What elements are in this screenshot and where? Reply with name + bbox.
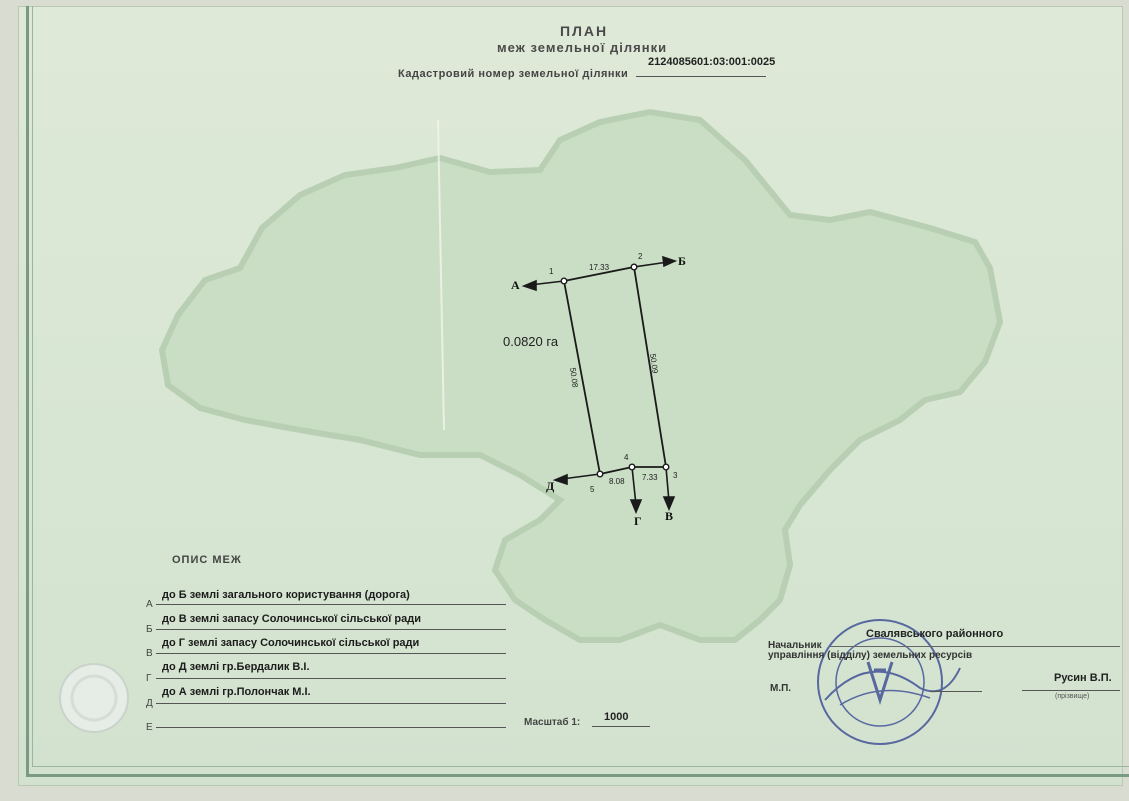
boundary-row-line [156,604,506,605]
boundary-row-line [156,629,506,630]
chief-label: Начальник [768,640,822,651]
boundary-row-line [156,678,506,679]
cadastral-number-label: Кадастровий номер земельної ділянки [398,68,629,80]
boundary-row-letter: Д [146,698,153,709]
point-label-3: 3 [673,471,678,480]
point-label-2: 2 [638,252,643,261]
length-bottom-left: 8.08 [609,477,625,486]
direction-label-a: А [511,278,520,292]
signatory-underline [1022,690,1120,691]
signature-underline [930,691,982,692]
boundary-row-letter: В [146,648,153,659]
chief-office-label: управління (відділу) земельних ресурсів [768,650,973,661]
direction-label-v: В [665,509,674,523]
length-top: 17.33 [589,263,610,272]
boundary-row-text: до Г землі запасу Солочинської сільської ради [162,637,420,649]
boundary-row-letter: Б [146,624,153,635]
point-label-1: 1 [549,267,554,276]
chief-office-value: Свалявського районного [866,628,1004,640]
direction-label-d: Д [546,479,555,493]
signatory-name: Русин В.П. [1054,672,1112,684]
chief-underline [830,646,1120,647]
document-title: ПЛАН [560,23,609,39]
signatory-caption: (прізвище) [1055,693,1090,700]
cadastral-underline [636,76,766,77]
boundary-row-line [156,703,506,704]
boundary-row-line [156,727,506,728]
boundary-row-text: до В землі запасу Солочинської сільської ради [162,613,421,625]
boundary-row-text: до А землі гр.Полончак М.І. [162,686,311,698]
length-right: 50.09 [648,353,660,375]
direction-label-g: Г [634,514,642,528]
boundary-row-letter: А [146,599,153,610]
point-label-5: 5 [590,485,595,494]
seal-label: М.П. [770,683,792,694]
boundaries-heading: ОПИС МЕЖ [172,554,242,566]
scale-value: 1000 [604,711,629,723]
plot-area: 0.0820 га [503,334,559,349]
boundary-row-letter: Е [146,722,153,733]
boundary-row-text: до Д землі гр.Бердалик В.І. [162,661,310,673]
scale-underline [592,726,650,727]
direction-label-b: Б [678,254,686,268]
length-bottom-right: 7.33 [642,473,658,482]
boundary-row-text: до Б землі загального користування (дорога) [162,589,410,601]
point-label-4: 4 [624,453,629,462]
scale-label: Масштаб 1: [524,717,581,728]
boundary-row-letter: Г [146,673,152,684]
boundary-row-line [156,653,506,654]
document-subtitle: меж земельної ділянки [497,40,668,55]
length-left: 50.08 [568,367,580,389]
cadastral-number-value: 2124085601:03:001:0025 [648,56,776,68]
